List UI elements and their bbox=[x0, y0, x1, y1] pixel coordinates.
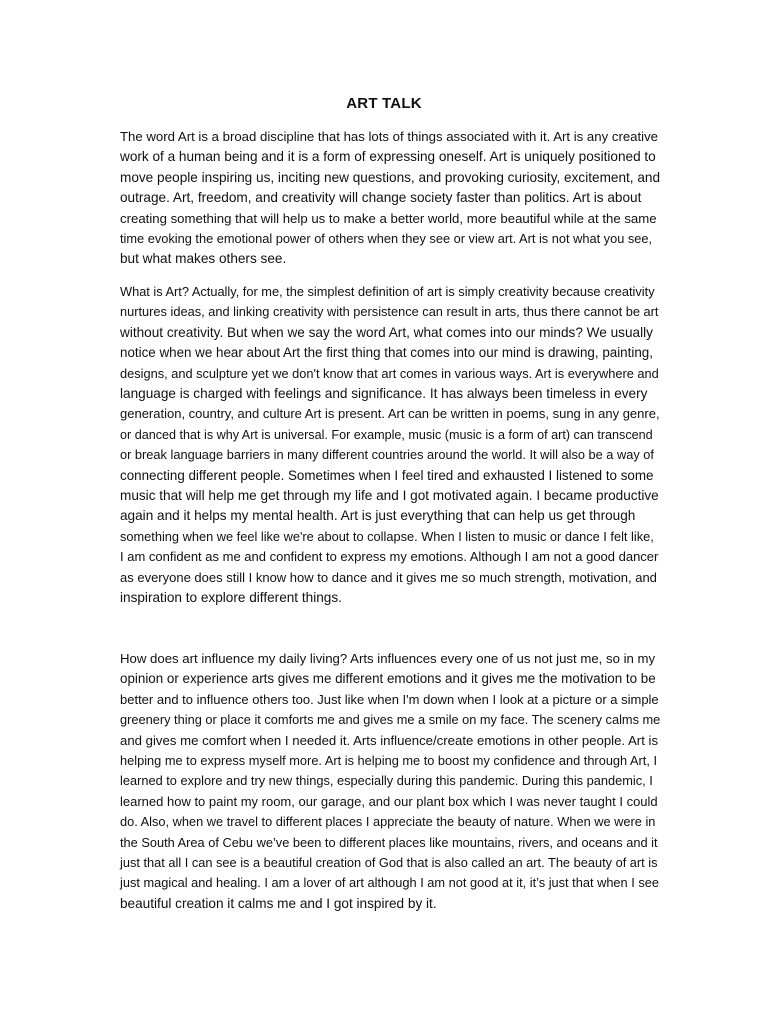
paragraph-line: without creativity. But when we say the word Art, what comes into our minds? We usually bbox=[120, 324, 653, 340]
paragraph-line: or break language barriers in many different countries around the world. It will also be a way of bbox=[120, 447, 654, 463]
paragraph-line: and gives me comfort when I needed it. Arts influence/create emotions in other people. Art is bbox=[120, 732, 659, 748]
paragraph-line: as everyone does still I know how to dance and it gives me so much strength, motivation, and bbox=[120, 569, 657, 585]
paragraph-line: just that all I can see is a beautiful creation of God that is also called an art. The beauty of art is bbox=[120, 855, 658, 871]
paragraph-line: just magical and healing. I am a lover of art although I am not good at it, it’s just that when I see bbox=[120, 875, 659, 891]
paragraph-line: work of a human being and it is a form of expressing oneself. Art is uniquely positioned to bbox=[120, 149, 656, 165]
paragraph-line: better and to influence others too. Just like when I'm down when I look at a picture or a simple bbox=[120, 691, 659, 707]
paragraph-line: beautiful creation it calms me and I got inspired by it. bbox=[120, 895, 437, 911]
paragraph-line: again and it helps my mental health. Art is just everything that can help us get through bbox=[120, 508, 636, 524]
paragraph-line: notice when we hear about Art the first thing that comes into our mind is drawing, painting, bbox=[120, 345, 653, 361]
paragraph-line: How does art influence my daily living? Arts influences every one of us not just me, so in my bbox=[120, 651, 656, 666]
paragraph-line: opinion or experience arts gives me different emotions and it gives me the motivation to be bbox=[120, 671, 656, 687]
paragraph-line: something when we feel like we're about to collapse. When I listen to music or dance I felt like, bbox=[120, 528, 654, 544]
paragraph-line: What is Art? Actually, for me, the simplest definition of art is simply creativity because creativity bbox=[120, 284, 655, 299]
paragraph-line: do. Also, when we travel to different places I appreciate the beauty of nature. When we were in bbox=[120, 814, 656, 830]
paragraph-line: or danced that is why Art is universal. For example, music (music is a form of art) can transcend bbox=[120, 427, 653, 442]
paragraph-line: the South Area of Cebu we’ve been to different places like mountains, rivers, and oceans and it bbox=[120, 834, 658, 850]
paragraph-line: designs, and sculpture yet we don't know that art comes in various ways. Art is everywhere and bbox=[120, 365, 659, 381]
paragraph-line: learned to explore and try new things, especially during this pandemic. During this pandemic, I bbox=[120, 773, 653, 789]
paragraph-line: generation, country, and culture Art is present. Art can be written in poems, sung in any genre, bbox=[120, 406, 660, 422]
paragraph-line: language is charged with feelings and significance. It has always been timeless in every bbox=[120, 386, 648, 402]
paragraph-influence bbox=[120, 649, 660, 914]
paragraph-line: I am confident as me and confident to express my emotions. Although I am not a good dancer bbox=[120, 549, 659, 565]
paragraph-line: move people inspiring us, inciting new questions, and provoking curiosity, excitement, and bbox=[120, 169, 661, 185]
paragraph-line: outrage. Art, freedom, and creativity will change society faster than politics. Art is about bbox=[120, 190, 642, 206]
paragraph-line: connecting different people. Sometimes when I feel tired and exhausted I listened to some bbox=[120, 467, 654, 483]
paragraph-what-is-art bbox=[120, 282, 660, 609]
paragraph-intro bbox=[120, 127, 660, 270]
paragraph-line: inspiration to explore different things. bbox=[120, 590, 342, 606]
document-title: ART TALK bbox=[346, 95, 422, 112]
paragraph-line: creating something that will help us to make a better world, more beautiful while at the same bbox=[120, 210, 657, 226]
paragraph-line: music that will help me get through my life and I got motivated again. I became productive bbox=[120, 488, 659, 504]
paragraph-line: The word Art is a broad discipline that has lots of things associated with it. Art is any creative bbox=[120, 129, 659, 144]
paragraph-line: but what makes others see. bbox=[120, 251, 287, 267]
paragraph-line: helping me to express myself more. Art is helping me to boost my confidence and through Art, I bbox=[120, 753, 658, 769]
paragraph-line: greenery thing or place it comforts me and gives me a smile on my face. The scenery calms me bbox=[120, 712, 661, 728]
paragraph-line: time evoking the emotional power of others when they see or view art. Art is not what you see, bbox=[120, 231, 653, 247]
paragraph-line: nurtures ideas, and linking creativity with persistence can result in arts, thus there cannot be art bbox=[120, 304, 659, 320]
paragraph-line: learned how to paint my room, our garage, and our plant box which I was never taught I could bbox=[120, 793, 658, 809]
